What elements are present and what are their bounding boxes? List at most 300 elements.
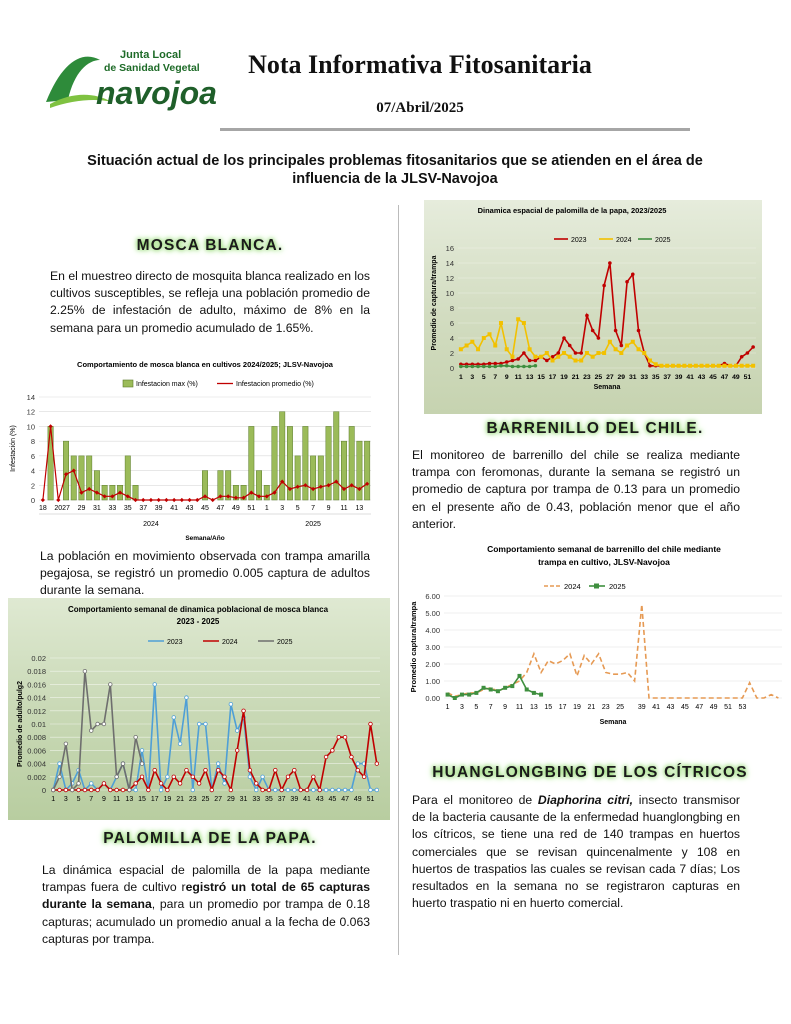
series-point-2023 xyxy=(229,702,233,706)
y-tick-label: 0.018 xyxy=(27,667,46,677)
chart-title: Comportamiento semanal de dinamica poblacional de mosca blanca xyxy=(67,605,329,614)
series-point-2024 xyxy=(331,749,335,753)
series-point-2023 xyxy=(568,344,572,348)
x-tick-label: 51 xyxy=(247,505,256,512)
bar-infestacion-max xyxy=(63,441,68,500)
bar-infestacion-max xyxy=(125,456,130,500)
series-point-2024 xyxy=(305,788,309,792)
series-point-2025 xyxy=(539,693,543,697)
series-point-2024 xyxy=(602,351,606,355)
x-tick-label: 20 xyxy=(54,505,63,512)
y-tick-label: 3.00 xyxy=(425,643,440,652)
y-tick-label: 0 xyxy=(30,496,35,505)
series-point-2024 xyxy=(493,344,497,348)
legend-label: 2025 xyxy=(277,639,293,646)
x-tick-label: 19 xyxy=(573,704,581,711)
x-tick-label: 41 xyxy=(303,796,311,803)
series-point-2024 xyxy=(159,782,163,786)
series-point-2024 xyxy=(172,775,176,779)
series-point-2023 xyxy=(516,357,520,361)
column-divider xyxy=(398,205,399,955)
series-point-2023 xyxy=(273,788,277,792)
chart-mosca-infestacion xyxy=(5,355,377,545)
series-point-2025 xyxy=(89,729,93,733)
x-tick-label: 5 xyxy=(295,505,300,512)
x-tick-label: 49 xyxy=(353,796,362,803)
series-point-2025 xyxy=(474,691,478,695)
series-point-2023 xyxy=(534,359,538,363)
series-point-2024 xyxy=(242,709,246,713)
y-tick-label: 8 xyxy=(30,437,35,447)
series-point-2024 xyxy=(614,347,618,351)
series-point-2024 xyxy=(324,755,328,759)
series-point-2024 xyxy=(362,775,366,779)
series-point-2023 xyxy=(522,351,526,355)
point-infestacion-promedio xyxy=(141,498,145,502)
series-point-2023 xyxy=(312,788,316,792)
x-tick-label: 29 xyxy=(226,796,235,803)
series-point-2024 xyxy=(465,344,469,348)
series-point-2025 xyxy=(121,762,125,766)
series-point-2024 xyxy=(740,364,744,368)
series-point-2024 xyxy=(579,359,583,363)
y-tick-label: 0 xyxy=(41,786,46,795)
x-tick-label: 17 xyxy=(548,374,557,381)
series-point-2025 xyxy=(134,735,138,739)
series-point-2023 xyxy=(746,351,750,355)
series-point-2024 xyxy=(728,364,732,368)
x-tick-label: 5 xyxy=(481,374,486,381)
x-tick-label: 7 xyxy=(311,505,316,512)
series-point-2024 xyxy=(470,340,474,344)
series-point-2024 xyxy=(191,775,195,779)
x-axis-label: Semana xyxy=(599,719,627,726)
x-tick-label: 39 xyxy=(290,796,299,803)
x-tick-label: 13 xyxy=(355,505,364,512)
x-tick-label: 51 xyxy=(724,704,732,711)
series-point-2023 xyxy=(172,716,176,720)
series-point-2024 xyxy=(248,768,252,772)
series-point-2025 xyxy=(58,775,62,779)
series-point-2024 xyxy=(528,347,532,351)
y-tick-label: 2 xyxy=(449,349,454,358)
series-point-2025 xyxy=(516,365,520,369)
x-tick-label: 25 xyxy=(594,374,603,381)
series-point-2024 xyxy=(350,755,354,759)
x-tick-label: 3 xyxy=(63,796,68,803)
series-point-2024 xyxy=(299,788,303,792)
x-tick-label: 43 xyxy=(315,796,324,803)
palomilla-text-pre: La dinámica espacial de palomilla de la papa mediante trampas fuera de cultivo r xyxy=(42,863,370,895)
x-tick-label: 27 xyxy=(214,796,223,803)
series-point-2024 xyxy=(178,782,182,786)
series-point-2023 xyxy=(159,788,163,792)
x-tick-label: 33 xyxy=(108,505,117,512)
series-point-2025 xyxy=(51,788,55,792)
series-point-2023 xyxy=(178,742,182,746)
series-point-2024 xyxy=(108,788,112,792)
mosca-paragraph-1: En el muestreo directo de mosquita blanca realizado en los cultivos susceptibles, se refleja una población promedio de 2.25% de infestación de adulto, máximo de 8% en la semana para un promedio acumulado de 1.65%. xyxy=(50,269,370,335)
legend-label: 2024 xyxy=(222,639,238,646)
y-tick-label: 0.012 xyxy=(27,706,46,716)
bar-infestacion-max xyxy=(341,441,346,500)
series-point-2024 xyxy=(694,364,698,368)
x-tick-label: 9 xyxy=(504,374,509,381)
series-point-2023 xyxy=(140,749,144,753)
series-point-2024 xyxy=(556,355,560,359)
bar-infestacion-max xyxy=(334,412,339,500)
point-infestacion-promedio xyxy=(41,498,45,502)
series-point-2024 xyxy=(261,788,265,792)
series-point-2023 xyxy=(356,762,360,766)
series-point-2024 xyxy=(375,762,379,766)
x-axis-label: Semana xyxy=(593,384,621,391)
x-tick-label: 35 xyxy=(265,796,273,803)
series-point-2023 xyxy=(337,788,341,792)
series-point-2024 xyxy=(121,788,125,792)
y-tick-label: 0.014 xyxy=(27,693,46,703)
hlb-text-pre: Para el monitoreo de xyxy=(412,793,538,807)
series-point-2024 xyxy=(312,775,316,779)
series-point-2024 xyxy=(682,364,686,368)
legend-label-2024: 2024 xyxy=(564,582,581,591)
series-point-2023 xyxy=(505,360,509,364)
x-tick-label: 27 xyxy=(62,505,70,512)
series-point-2024 xyxy=(337,735,341,739)
y-tick-label: 6.00 xyxy=(425,592,440,601)
series-point-2023 xyxy=(185,696,189,700)
series-point-2024 xyxy=(267,788,271,792)
bar-infestacion-max xyxy=(295,456,300,500)
series-point-2025 xyxy=(128,788,132,792)
bar-infestacion-max xyxy=(318,456,323,500)
x-tick-label: 31 xyxy=(93,505,101,512)
x-tick-label: 45 xyxy=(328,796,337,803)
x-tick-label: 25 xyxy=(201,796,210,803)
series-point-2023 xyxy=(597,336,601,340)
x-tick-label: 43 xyxy=(185,505,194,512)
point-infestacion-promedio xyxy=(211,498,215,502)
bar-infestacion-max xyxy=(94,471,99,500)
y-tick-label: 0 xyxy=(449,364,454,373)
series-point-2024 xyxy=(637,347,641,351)
x-tick-label: 11 xyxy=(112,796,121,803)
hlb-text-italic: Diaphorina citri, xyxy=(537,793,634,807)
series-point-2025 xyxy=(465,365,469,369)
series-point-2023 xyxy=(343,788,347,792)
series-point-2025 xyxy=(528,365,532,369)
point-infestacion-promedio xyxy=(187,498,191,502)
series-point-2023 xyxy=(58,762,62,766)
series-point-2023 xyxy=(375,788,379,792)
x-tick-label: 3 xyxy=(470,374,475,381)
y-tick-label: 5.00 xyxy=(425,609,440,618)
series-point-2023 xyxy=(191,788,195,792)
y-tick-label: 2 xyxy=(30,481,35,491)
series-point-2024 xyxy=(562,351,566,355)
series-point-2025 xyxy=(525,688,529,692)
x-tick-label: 27 xyxy=(606,374,614,381)
report-date: 07/Abril/2025 xyxy=(376,100,464,116)
legend-label: 2024 xyxy=(616,237,632,244)
series-point-2025 xyxy=(534,364,538,368)
x-tick-label: 37 xyxy=(277,796,286,803)
series-point-2023 xyxy=(293,788,297,792)
series-point-2024 xyxy=(625,344,629,348)
x-tick-label: 19 xyxy=(163,796,172,803)
point-infestacion-promedio xyxy=(56,498,60,502)
point-infestacion-promedio xyxy=(157,498,161,502)
page-title: Nota Informativa Fitosanitaria xyxy=(248,50,592,79)
series-point-2024 xyxy=(573,359,577,363)
y-tick-label: 12 xyxy=(26,407,35,417)
x-tick-label: 15 xyxy=(138,796,146,803)
series-point-2024 xyxy=(522,321,526,325)
series-point-2024 xyxy=(96,788,100,792)
x-tick-label: 43 xyxy=(697,374,706,381)
series-point-2025 xyxy=(471,365,475,369)
legend-swatch-max xyxy=(123,380,133,387)
x-tick-label: 7 xyxy=(488,704,493,711)
x-tick-label: 43 xyxy=(666,704,675,711)
y-tick-label: 0.016 xyxy=(27,680,46,690)
y-axis-label: Promedio de adulto/pulg2 xyxy=(17,681,24,767)
series-point-2024 xyxy=(185,768,189,772)
series-point-2023 xyxy=(591,329,595,333)
series-point-2025 xyxy=(518,674,522,678)
series-point-2025 xyxy=(77,782,81,786)
series-point-2024 xyxy=(134,782,138,786)
y-tick-label: 16 xyxy=(445,244,454,253)
series-point-2024 xyxy=(631,340,635,344)
y-axis-label: Infestación (%) xyxy=(10,425,17,472)
x-tick-label: 49 xyxy=(709,704,718,711)
series-point-2024 xyxy=(642,351,646,355)
x-tick-label: 1 xyxy=(51,796,56,803)
series-point-2025 xyxy=(511,365,515,369)
series-point-2024 xyxy=(717,364,721,368)
series-point-2025 xyxy=(83,669,87,673)
series-point-2023 xyxy=(89,782,93,786)
bar-infestacion-max xyxy=(310,456,315,500)
series-point-2024 xyxy=(83,788,87,792)
series-point-2023 xyxy=(562,336,566,340)
x-tick-label: 37 xyxy=(663,374,671,381)
hlb-text-post: insecto transmisor de la bacteria causante de la enfermedad huanglongbing en los cítricos, se tiene una red de 140 trampas en huertos comerciales que se revisan quincenalmente y 108 en huertos de traspatios las cuales se revisan cada 7 días; Los resultados en la semana no se registraron capturas en huerto traspatio ni en huerto comercial. xyxy=(412,793,740,911)
legend-label-max: Infestacion max (%) xyxy=(136,381,198,388)
series-point-2024 xyxy=(585,351,589,355)
series-point-2024 xyxy=(533,355,537,359)
series-point-2023 xyxy=(614,329,618,333)
x-tick-label: 17 xyxy=(150,796,159,803)
series-point-2023 xyxy=(579,351,583,355)
x-tick-label: 51 xyxy=(366,796,375,803)
x-tick-label: 23 xyxy=(188,796,197,803)
series-point-2024 xyxy=(711,364,715,368)
series-point-2023 xyxy=(648,364,652,368)
series-point-2024 xyxy=(476,347,480,351)
point-infestacion-promedio xyxy=(164,498,168,502)
x-tick-label: 35 xyxy=(651,374,660,381)
series-point-2023 xyxy=(324,788,328,792)
y-tick-label: 0.004 xyxy=(27,759,46,769)
heading-mosca-blanca: MOSCA BLANCA. xyxy=(136,237,284,254)
legend-label: 2023 xyxy=(167,639,183,646)
series-point-2024 xyxy=(608,340,612,344)
series-point-2023 xyxy=(134,788,138,792)
series-point-2023 xyxy=(223,782,227,786)
y-tick-label: 8 xyxy=(449,304,454,313)
series-point-2024 xyxy=(659,364,663,368)
x-tick-label: 3 xyxy=(280,505,285,512)
series-point-2023 xyxy=(511,359,515,363)
series-point-2024 xyxy=(551,359,555,363)
series-point-2024 xyxy=(280,788,284,792)
series-point-2024 xyxy=(318,788,322,792)
x-tick-label: 47 xyxy=(341,796,349,803)
x-tick-label: 13 xyxy=(529,704,538,711)
x-tick-label: 35 xyxy=(123,505,132,512)
bar-infestacion-max xyxy=(280,412,285,500)
x-tick-label: 29 xyxy=(617,374,626,381)
series-point-2024 xyxy=(77,788,81,792)
series-point-2025 xyxy=(467,693,471,697)
y-tick-label: 0.008 xyxy=(27,733,46,743)
series-point-2025 xyxy=(64,742,68,746)
legend-label-2025: 2025 xyxy=(609,582,626,591)
series-point-2023 xyxy=(350,788,354,792)
series-point-2025 xyxy=(482,686,486,690)
chart-title: Comportamiento de mosca blanca en cultivos 2024/2025; JLSV-Navojoa xyxy=(77,360,333,369)
x-tick-label: 31 xyxy=(629,374,637,381)
x-tick-label: 11 xyxy=(515,704,524,711)
legend-marker-2025 xyxy=(594,584,599,589)
point-infestacion-promedio xyxy=(195,498,199,502)
point-infestacion-promedio xyxy=(149,498,153,502)
bar-infestacion-max xyxy=(71,456,76,500)
x-tick-label: 23 xyxy=(601,704,610,711)
series-point-2024 xyxy=(223,775,227,779)
series-point-2024 xyxy=(229,788,233,792)
palomilla-paragraph xyxy=(42,862,370,948)
series-point-2025 xyxy=(532,691,536,695)
series-point-2024 xyxy=(153,768,157,772)
x-tick-label: 15 xyxy=(544,704,553,711)
series-point-2023 xyxy=(254,788,258,792)
x-tick-label: 29 xyxy=(77,505,86,512)
header-rule xyxy=(220,128,690,131)
x-tick-label: 37 xyxy=(139,505,148,512)
y-tick-label: 0.00 xyxy=(425,694,440,703)
x-tick-label: 39 xyxy=(154,505,163,512)
series-point-2024 xyxy=(147,788,151,792)
series-point-2024 xyxy=(216,768,220,772)
chart-title: Comportamiento semanal de barrenillo del chile mediante xyxy=(487,544,721,554)
series-point-2023 xyxy=(216,762,220,766)
series-point-2025 xyxy=(115,775,119,779)
y-axis-label: Promedio de captura/trampa xyxy=(431,255,438,351)
series-point-2025 xyxy=(510,684,514,688)
logo-org-line1: Junta Local xyxy=(120,49,182,61)
hlb-paragraph xyxy=(412,792,740,912)
y-tick-label: 4 xyxy=(449,334,454,343)
x-tick-label: 17 xyxy=(558,704,567,711)
series-point-2024 xyxy=(64,788,68,792)
chart-title-line2: trampa en cultivo, JLSV-Navojoa xyxy=(538,557,670,567)
x-tick-label: 47 xyxy=(695,704,704,711)
series-point-2024 xyxy=(58,788,62,792)
series-point-2025 xyxy=(140,762,144,766)
series-point-2023 xyxy=(528,359,532,363)
series-point-2023 xyxy=(286,788,290,792)
group-label-2024: 2024 xyxy=(143,521,159,528)
series-point-2023 xyxy=(631,272,635,276)
series-point-2023 xyxy=(574,351,578,355)
x-tick-label: 51 xyxy=(743,374,752,381)
bar-infestacion-max xyxy=(326,426,331,500)
bar-infestacion-max xyxy=(133,485,138,500)
jlsv-navojoa-logo xyxy=(42,42,217,114)
point-infestacion-promedio xyxy=(172,498,176,502)
series-line-2024 xyxy=(448,605,779,699)
chart-barrenillo xyxy=(404,538,788,738)
heading-palomilla: PALOMILLA DE LA PAPA. xyxy=(103,830,317,847)
x-tick-label: 33 xyxy=(640,374,649,381)
series-point-2025 xyxy=(488,365,492,369)
x-tick-label: 9 xyxy=(326,505,331,512)
series-point-2024 xyxy=(700,364,704,368)
series-point-2024 xyxy=(140,775,144,779)
x-tick-label: 15 xyxy=(537,374,545,381)
series-point-2024 xyxy=(273,768,277,772)
palomilla-text-bold: egistró un total de 65 capturas durante la semana xyxy=(42,880,370,912)
x-tick-label: 9 xyxy=(101,796,106,803)
x-tick-label: 18 xyxy=(38,505,47,512)
x-tick-label: 1 xyxy=(264,505,269,512)
series-point-2023 xyxy=(585,314,589,318)
series-point-2025 xyxy=(453,696,457,700)
x-tick-label: 21 xyxy=(587,704,596,711)
barrenillo-paragraph: El monitoreo de barrenillo del chile se realiza mediante trampa con feromonas, durante la semana se registró un promedio de captura por trampa de 0.13 para un promedio en el presente año de 0.43, población menor que el año anterior. xyxy=(412,448,740,531)
x-tick-label: 41 xyxy=(652,704,661,711)
bar-infestacion-max xyxy=(303,426,308,500)
x-tick-label: 5 xyxy=(76,796,81,803)
series-point-2024 xyxy=(235,749,239,753)
series-point-2023 xyxy=(153,683,157,687)
y-axis-label: Promedio captura/trampa xyxy=(409,601,418,693)
y-tick-label: 10 xyxy=(26,422,35,432)
series-point-2024 xyxy=(751,364,755,368)
series-point-2024 xyxy=(516,317,520,321)
series-point-2023 xyxy=(608,261,612,265)
x-tick-label: 21 xyxy=(571,374,580,381)
series-point-2024 xyxy=(745,364,749,368)
series-point-2025 xyxy=(489,688,493,692)
series-point-2024 xyxy=(505,347,509,351)
series-point-2023 xyxy=(545,359,549,363)
x-tick-label: 39 xyxy=(674,374,683,381)
x-tick-label: 25 xyxy=(616,704,625,711)
y-tick-label: 2.00 xyxy=(425,660,440,669)
series-point-2023 xyxy=(620,344,624,348)
series-point-2024 xyxy=(545,351,549,355)
bar-infestacion-max xyxy=(349,426,354,500)
bar-infestacion-max xyxy=(357,441,362,500)
y-tick-label: 1.00 xyxy=(425,677,440,686)
x-tick-label: 49 xyxy=(732,374,740,381)
series-point-2024 xyxy=(596,351,600,355)
series-point-2024 xyxy=(204,768,208,772)
